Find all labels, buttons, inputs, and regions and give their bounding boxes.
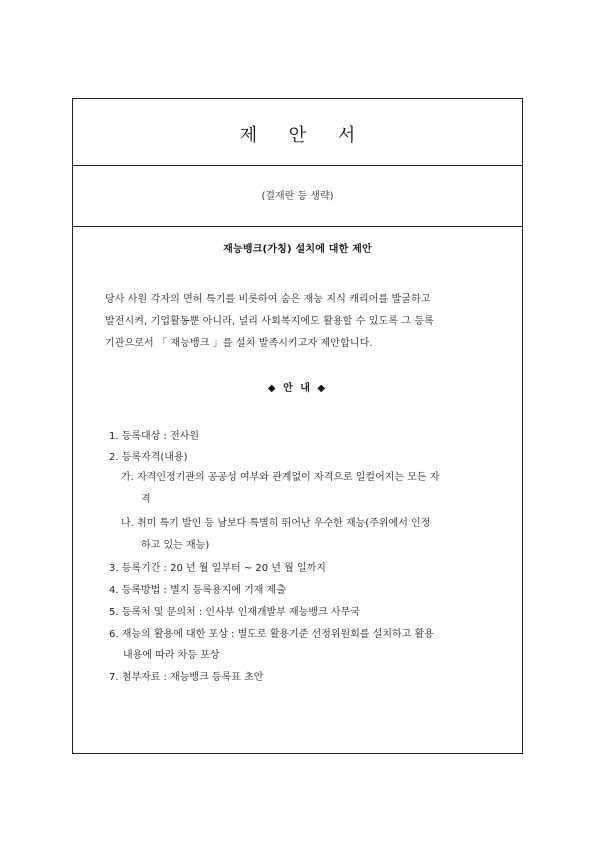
approval-section <box>73 165 522 227</box>
approval-note: (결재란 등 생략) <box>261 191 334 202</box>
item-qualification-a-continued: 격 <box>141 494 151 505</box>
item-registration-target: 1. 등록대상 : 전사원 <box>109 431 200 442</box>
intro-line: 발전시켜, 기업활동뿐 아니라, 널리 사회복지에도 활용할 수 있도록 그 등록 <box>105 316 434 327</box>
title-section <box>73 99 522 166</box>
item-registration-qualification: 2. 등록자격(내용) <box>109 452 188 463</box>
item-qualification-a: 가. 자격인정기관의 공공성 여부와 관계없이 자격으로 일컬어지는 모든 자 <box>121 472 440 483</box>
intro-paragraph <box>105 289 491 355</box>
item-registration-method: 4. 등록방법 : 별지 등록용지에 기재 제출 <box>109 585 286 596</box>
item-registration-office: 5. 등록처 및 문의처 : 인사부 인재개발부 재능뱅크 사무국 <box>109 607 360 618</box>
item-reward-continued: 내용에 따라 차등 포상 <box>123 650 220 661</box>
document-frame <box>72 98 523 754</box>
intro-line: 당사 사원 각자의 면허 특기를 비롯하여 숨은 재능 지식 캐리어를 발굴하고 <box>105 294 431 305</box>
document-title: 제 안 서 <box>239 125 369 146</box>
guide-heading: ◆ 안 내 ◆ <box>267 383 328 394</box>
proposal-subject: 재능뱅크(가칭) 설치에 대한 제안 <box>223 244 372 255</box>
item-qualification-b: 나. 취미 특기 발인 등 남보다 특별히 뛰어난 우수한 재능(주위에서 인정 <box>121 518 431 529</box>
item-qualification-b-continued: 하고 있는 재능) <box>141 540 210 551</box>
item-registration-period: 3. 등록기간 : 20 년 월 일부터 ~ 20 년 월 일까지 <box>109 563 326 574</box>
item-attachment: 7. 첨부자료 : 재능뱅크 등록표 초안 <box>109 672 264 683</box>
intro-line: 기관으로서 「 재능뱅크 」를 설치 발족시키고자 제안합니다. <box>105 338 373 349</box>
item-reward: 6. 재능의 활용에 대한 포상 : 별도로 활용기준 선정위원회를 설치하고 활용 <box>109 629 434 640</box>
